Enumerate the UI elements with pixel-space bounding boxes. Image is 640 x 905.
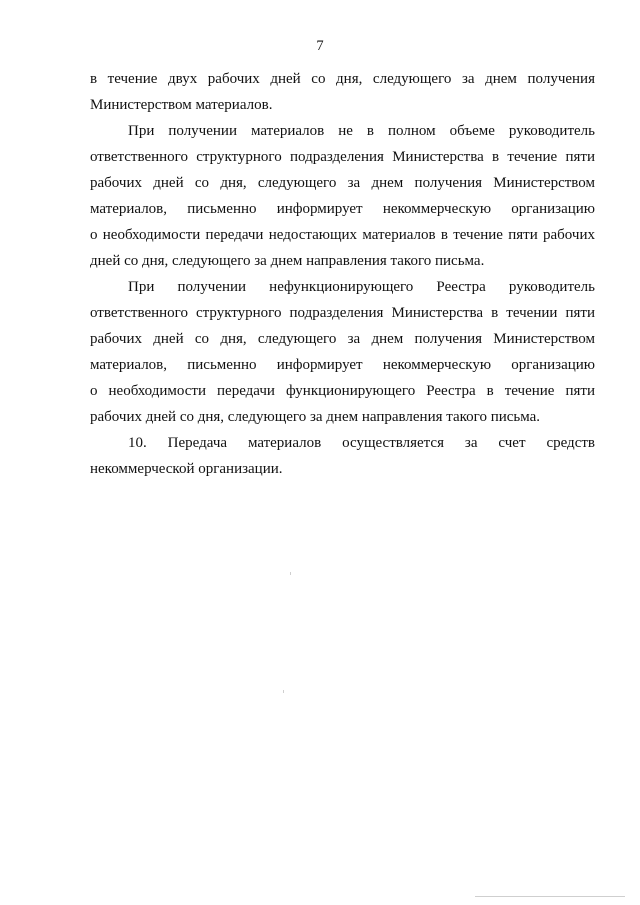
paragraph-4-line-1: 10. Передача материалов осуществляется за счет средств (128, 435, 595, 451)
paragraph-2-line-1: При получении материалов не в полном объеме руководитель (128, 123, 595, 139)
scan-edge-mark (475, 896, 625, 897)
paragraph-2-line-3: рабочих дней со дня, следующего за днем получения Министерством (90, 175, 595, 191)
scan-speck (290, 572, 291, 575)
paragraph-3-line-3: рабочих дней со дня, следующего за днем получения Министерством (90, 331, 595, 347)
paragraph-3-line-2: ответственного структурного подразделения Министерства в течении пяти (90, 305, 595, 321)
paragraph-4-line-2: некоммерческой организации. (90, 461, 283, 477)
scan-speck (283, 690, 284, 693)
paragraph-2-line-4: материалов, письменно информирует некоммерческую организацию (90, 201, 595, 217)
paragraph-3-line-5: о необходимости передачи функционирующего Реестра в течение пяти (90, 383, 595, 399)
paragraph-2-line-6: дней со дня, следующего за днем направления такого письма. (90, 253, 485, 269)
paragraph-1-line-2: Министерством материалов. (90, 97, 273, 113)
paragraph-3-line-1: При получении нефункционирующего Реестра руководитель (128, 279, 595, 295)
paragraph-2-line-2: ответственного структурного подразделения Министерства в течение пяти (90, 149, 595, 165)
paragraph-1-line-1: в течение двух рабочих дней со дня, следующего за днем получения (90, 71, 595, 87)
paragraph-2-line-5: о необходимости передачи недостающих материалов в течение пяти рабочих (90, 227, 595, 243)
paragraph-3-line-4: материалов, письменно информирует некоммерческую организацию (90, 357, 595, 373)
paragraph-3-line-6: рабочих дней со дня, следующего за днем направления такого письма. (90, 409, 541, 425)
page-number: 7 (316, 38, 324, 54)
